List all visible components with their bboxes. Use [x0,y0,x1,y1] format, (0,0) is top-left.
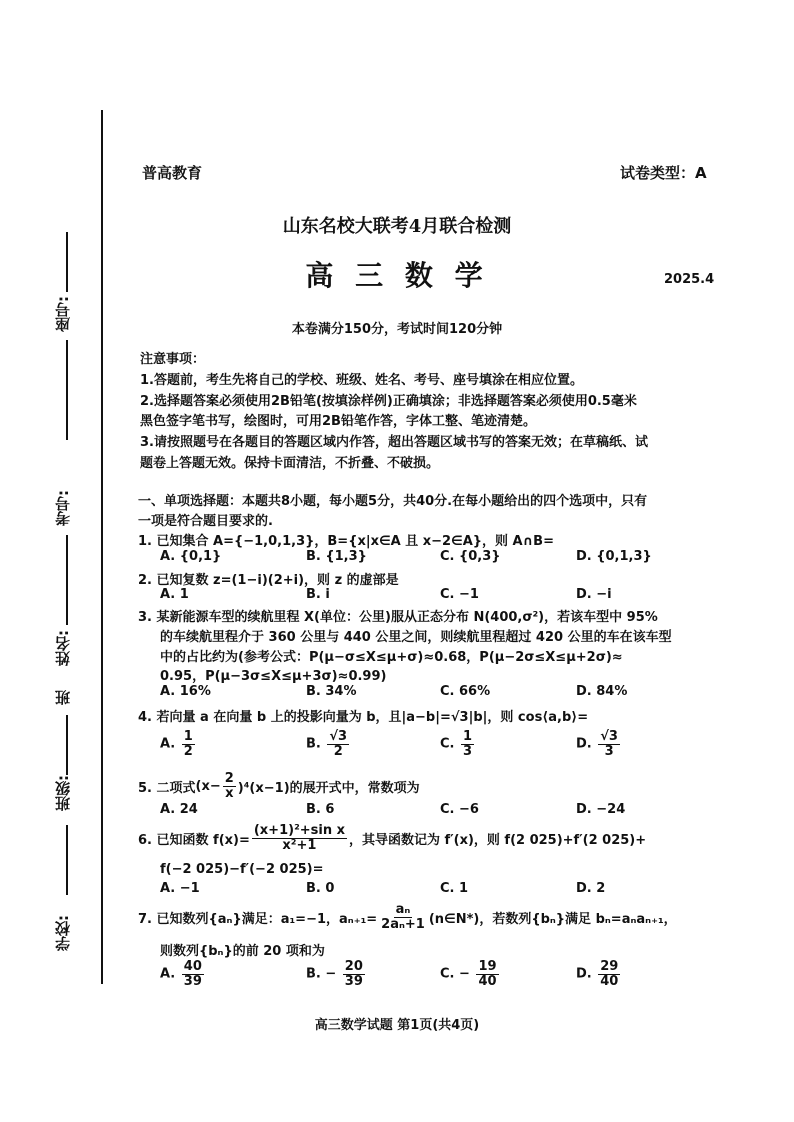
q4-b-label: B. [306,736,321,752]
q2-stem: 2. 已知复数 z=(1−i)(2+i)，则 z 的虚部是 [138,573,399,588]
notice-item-2b: 黑色签字笔书写，绘图时，可用2B铅笔作答，字体工整、笔迹清楚。 [140,414,536,429]
q4-c-den: 3 [463,743,473,759]
q5-paren-2: )⁴(x−1)的展开式中，常数项为 [237,780,420,796]
q5-option-c[interactable]: C. −6 [440,802,479,817]
q4-option-a[interactable] [160,730,197,758]
q5-option-a[interactable]: A. 24 [160,802,198,817]
seat-field-line [66,340,68,440]
seat-label: 座号: [54,296,72,332]
q7-a-num: 40 [183,959,202,974]
name-label: 姓名: [54,630,72,666]
notice-item-2a: 2.选择题答案必须使用2B铅笔(按填涂样例)正确填涂；非选择题答案必须使用0.5毫米 [140,394,637,409]
q1-option-b[interactable]: B. {1,3} [306,549,367,564]
q1-stem: 1. 已知集合 A={−1,0,1,3}，B={x|x∈A 且 x−2∈A}，则 A∩B= [138,534,554,549]
q3-option-c[interactable]: C. 66% [440,684,491,699]
q2-option-a[interactable]: A. 1 [160,587,189,602]
notice-title: 注意事项： [140,352,206,367]
q4-b-num: √3 [329,729,348,744]
exam-date: 2025.4 [664,272,715,287]
q2-option-c[interactable]: C. −1 [440,587,479,602]
q5-frac-den: x [225,785,234,801]
paper-type: 试卷类型：A [620,164,707,182]
q6-stem-2: f(−2 025)−f′(−2 025)= [160,862,324,877]
q4-stem: 4. 若向量 a 在向量 b 上的投影向量为 b，且|a−b|=√3|b|，则 cos⟨a,b⟩= [138,710,589,725]
q5-paren-1: (x− [195,778,221,794]
q2-option-d[interactable]: D. −i [576,587,612,602]
q2-option-b[interactable]: B. i [306,587,330,602]
section-heading-2: 一项是符合题目要求的. [138,514,273,529]
binding-line [101,110,103,984]
q3-stem-3: 中的占比约为(参考公式：P(μ−σ≤X≤μ+σ)≈0.68，P(μ−2σ≤X≤μ+2σ)≈ [160,650,623,665]
q7-d-label: D. [576,966,592,982]
q7-stem-post: (n∈N*)，若数列{bₙ}满足 bₙ=aₙaₙ₊₁， [428,911,677,927]
class-char: 班 [54,690,72,705]
q3-stem-1: 3. 某新能源车型的续航里程 X(单位：公里)服从正态分布 N(400,σ²)，若该车型中 95% [138,610,658,625]
q4-d-num: √3 [600,729,618,744]
q6-option-a[interactable]: A. −1 [160,881,200,896]
q7-c-den: 40 [478,973,497,989]
q7-c-num: 19 [478,959,497,974]
q4-c-label: C. [440,736,455,752]
q5-option-b[interactable]: B. 6 [306,802,335,817]
q7-d-num: 29 [600,959,619,974]
q7-option-a[interactable] [160,960,206,988]
q6-frac-num: (x+1)²+sin x [253,823,346,838]
q4-a-label: A. [160,736,176,752]
notice-item-3b: 题卷上答题无效。保持卡面清洁，不折叠、不破损。 [140,456,440,471]
q7-stem-pre: 7. 已知数列{aₙ}满足：a₁=−1，aₙ₊₁= [138,911,378,927]
q7-b-den: 39 [344,973,363,989]
q4-a-den: 2 [183,743,193,759]
q3-stem-2: 的车续航里程介于 360 公里与 440 公里之间，则续航里程超过 420 公里的车在该车型 [160,630,672,645]
grade-label: 班级: [54,775,72,811]
q6-option-b[interactable]: B. 0 [306,881,335,896]
q4-option-d[interactable] [576,730,622,758]
q4-d-den: 3 [604,743,614,759]
q7-a-den: 39 [183,973,202,989]
exam-no-label: 考号: [54,490,72,526]
name-field[interactable] [66,715,68,775]
q7-d-den: 40 [600,973,619,989]
q6-stem-post: ，其导函数记为 f′(x)，则 f(2 025)+f′(2 025)+ [349,832,647,848]
q7-a-label: A. [160,966,176,982]
school-label: 学校: [54,915,72,951]
q6-option-d[interactable]: D. 2 [576,881,606,896]
score-time: 本卷满分150分，考试时间120分钟 [291,322,503,337]
q6-stem [138,824,646,852]
q7-frac-num: aₙ [395,902,411,917]
section-heading-1: 一、单项选择题：本题共8小题，每小题5分，共40分.在每小题给出的四个选项中，只有 [138,494,648,509]
notice-item-1: 1.答题前，考生先将自己的学校、班级、姓名、考号、座号填涂在相应位置。 [140,373,583,388]
q1-option-a[interactable]: A. {0,1} [160,549,222,564]
q3-option-a[interactable]: A. 16% [160,684,211,699]
q7-option-d[interactable] [576,960,622,988]
q7-stem-2: 则数列{bₙ}的前 20 项和为 [160,944,325,959]
q7-b-label: B. − [306,966,337,982]
q4-a-num: 1 [183,729,193,744]
q3-option-b[interactable]: B. 34% [306,684,357,699]
q7-b-num: 20 [344,959,363,974]
q5-option-d[interactable]: D. −24 [576,802,626,817]
exam-no-field[interactable] [66,535,68,625]
notice-item-3a: 3.请按照题号在各题目的答题区域内作答，超出答题区域书写的答案无效；在草稿纸、试 [140,435,648,450]
q4-option-c[interactable] [440,730,476,758]
q5-frac-num: 2 [224,771,234,786]
q3-option-d[interactable]: D. 84% [576,684,628,699]
q7-option-c[interactable] [440,960,501,988]
q6-stem-pre: 6. 已知函数 f(x)= [138,832,250,848]
q1-option-d[interactable]: D. {0,1,3} [576,549,652,564]
q5-stem [138,772,420,800]
q7-frac-den: 2aₙ+1 [381,916,425,932]
q7-c-label: C. − [440,966,470,982]
exam-name: 山东名校大联考4月联合检测 [282,216,512,237]
q5-stem-pre: 5. 二项式 [138,780,196,796]
publisher: 普高教育 [142,164,203,182]
page-footer: 高三数学试题 第1页(共4页) [314,1018,480,1033]
q1-option-c[interactable]: C. {0,3} [440,549,501,564]
q7-stem [138,903,677,931]
q6-option-c[interactable]: C. 1 [440,881,469,896]
q4-option-b[interactable] [306,730,351,758]
grade-field[interactable] [66,825,68,895]
q3-stem-4: 0.95，P(μ−3σ≤X≤μ+3σ)≈0.99) [160,669,387,684]
q4-c-num: 1 [463,729,473,744]
subject-title: 高 三 数 学 [305,259,489,292]
q4-d-label: D. [576,736,592,752]
q6-frac-den: x²+1 [282,837,317,853]
q4-b-den: 2 [333,743,343,759]
q7-option-b[interactable] [306,960,367,988]
